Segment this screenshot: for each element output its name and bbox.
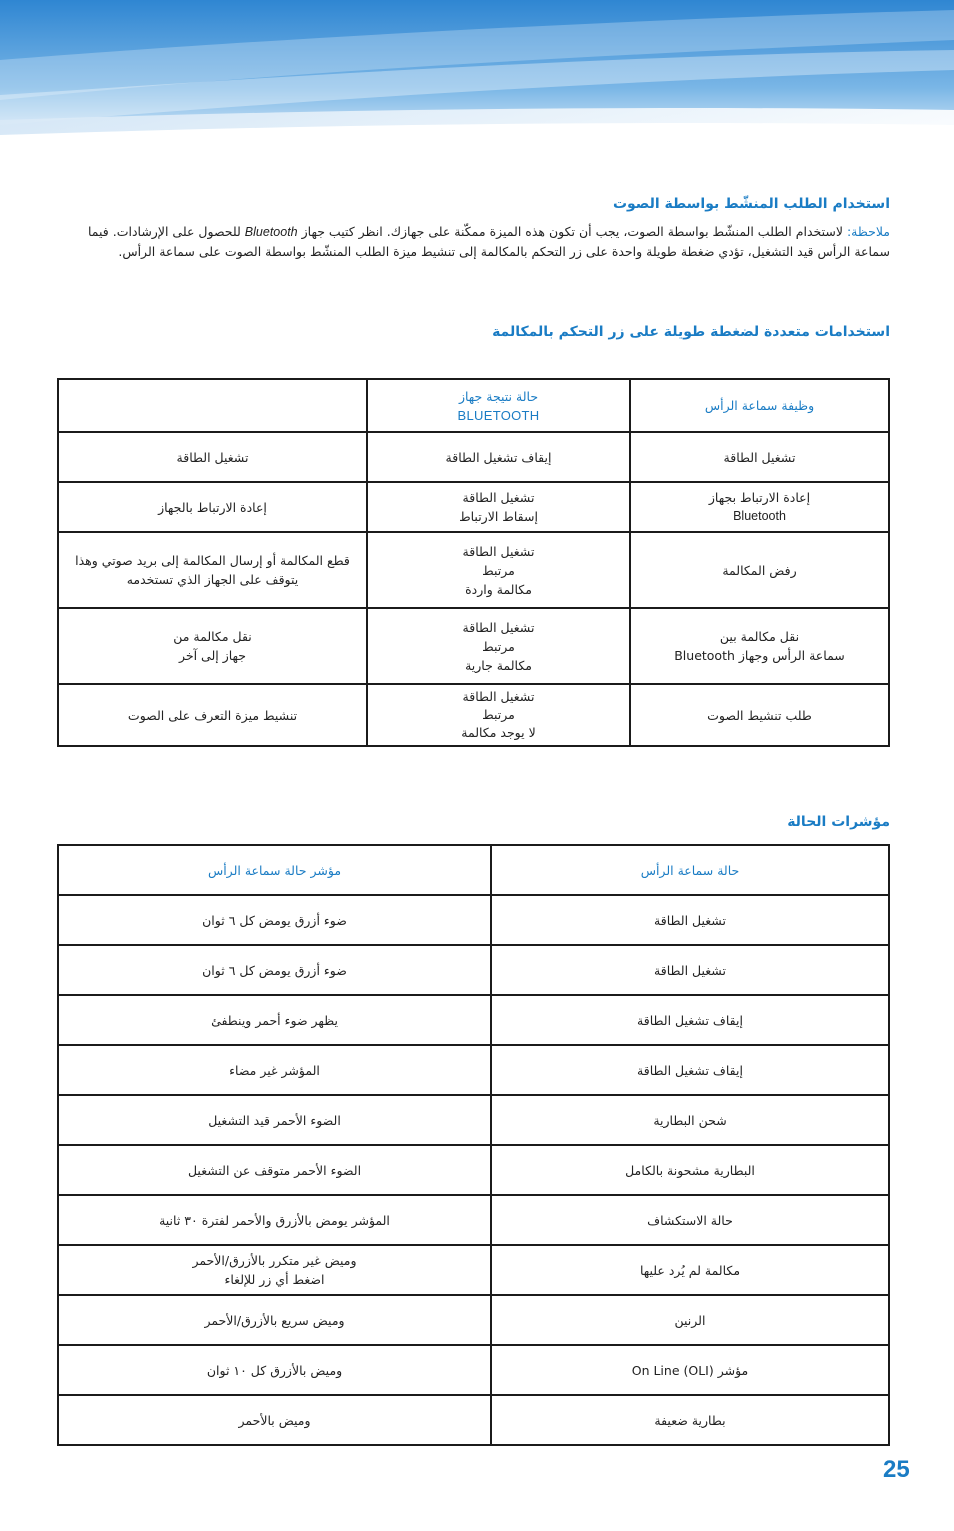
cell-function: تشغيل الطاقة — [630, 432, 889, 482]
cell-result: إعادة الارتباط بالجهاز — [58, 482, 367, 532]
cell-indicator: الضوء الأحمر قيد التشغيل — [58, 1095, 491, 1145]
cell-state: مكالمة لم يُرد عليها — [491, 1245, 889, 1295]
cell-function: نقل مكالمة بين سماعة الرأس وجهاز Bluetooth — [630, 608, 889, 684]
table-row — [58, 1045, 889, 1095]
cell-result: تنشيط ميزة التعرف على الصوت — [58, 684, 367, 746]
cell-state: حالة الاستكشاف — [491, 1195, 889, 1245]
header-headset-state: حالة سماعة الرأس — [491, 845, 889, 895]
cell-state: تشغيل الطاقة إسقاط الارتباط — [367, 482, 630, 532]
voice-dial-title: استخدام الطلب المنشّط بواسطة الصوت — [612, 196, 890, 212]
table-row — [58, 432, 889, 482]
cell-result: قطع المكالمة أو إرسال المكالمة إلى بريد صوتي وهذا يتوقف على الجهاز الذي تستخدمه — [58, 532, 367, 608]
cell-indicator: ضوء أزرق يومض كل ٦ ثوان — [58, 945, 491, 995]
cell-indicator: الضوء الأحمر متوقف عن التشغيل — [58, 1145, 491, 1195]
note-text-part1: لاستخدام الطلب المنشّط بواسطة الصوت، يجب أن تكون هذه الميزة ممكّنة على جهازك. انظر كتيب جهاز — [301, 224, 843, 239]
table-row — [58, 684, 889, 746]
cell-state: إيقاف تشغيل الطاقة — [367, 432, 630, 482]
note-text-part2: للحصول على الإرشادات. فيما سماعة الرأس قيد التشغيل، تؤدي ضغطة طويلة واحدة على زر التحكم بالمكالمة إلى تنشيط ميزة الطلب المنشّط بواسطة الصوت على سماعة الرأس. — [87, 224, 890, 259]
long-press-section — [58, 324, 890, 340]
long-press-title: استخدامات متعددة لضغطة طويلة على زر التحكم بالمكالمة — [492, 324, 890, 340]
page-number: 25 — [883, 1456, 910, 1483]
table-row — [58, 945, 889, 995]
header-banner — [0, 0, 954, 160]
note-bluetooth: Bluetooth — [244, 225, 298, 239]
cell-result: نقل مكالمة من جهاز إلى آخر — [58, 608, 367, 684]
table-row — [58, 1395, 889, 1445]
note-label: ملاحظة: — [846, 224, 890, 239]
status-indicators-title: مؤشرات الحالة — [787, 814, 890, 830]
table-row — [58, 1195, 889, 1245]
table-row — [58, 1345, 889, 1395]
table-row — [58, 532, 889, 608]
header-function: وظيفة سماعة الرأس — [630, 379, 889, 432]
cell-state: تشغيل الطاقة مرتبط مكالمة جارية — [367, 608, 630, 684]
cell-state: تشغيل الطاقة — [491, 945, 889, 995]
cell-state: البطارية مشحونة بالكامل — [491, 1145, 889, 1195]
cell-state: تشغيل الطاقة — [491, 895, 889, 945]
table-row — [58, 1245, 889, 1295]
cell-indicator: ضوء أزرق يومض كل ٦ ثوان — [58, 895, 491, 945]
table-row — [58, 995, 889, 1045]
cell-state: تشغيل الطاقة مرتبط لا يوجد مكالمة — [367, 684, 630, 746]
table-row — [58, 482, 889, 532]
cell-state: بطارية ضعيفة — [491, 1395, 889, 1445]
table-header-row — [58, 845, 889, 895]
table-row — [58, 1095, 889, 1145]
table-header-row — [58, 379, 889, 432]
cell-indicator: المؤشر غير مضاء — [58, 1045, 491, 1095]
header-device-state: حالة نتيجة جهاز BLUETOOTH — [367, 379, 630, 432]
status-indicators-section — [58, 814, 890, 830]
table-row — [58, 1145, 889, 1195]
cell-function: رفض المكالمة — [630, 532, 889, 608]
cell-function: طلب تنشيط الصوت — [630, 684, 889, 746]
cell-indicator: وميض بالأحمر — [58, 1395, 491, 1445]
header-indicator: مؤشر حالة سماعة الرأس — [58, 845, 491, 895]
cell-indicator: المؤشر يومض بالأزرق والأحمر لفترة ٣٠ ثانية — [58, 1195, 491, 1245]
cell-state: الرنين — [491, 1295, 889, 1345]
cell-state: تشغيل الطاقة مرتبط مكالمة واردة — [367, 532, 630, 608]
table-row — [58, 608, 889, 684]
cell-state: مؤشر On Line (OLI) — [491, 1345, 889, 1395]
cell-state: إيقاف تشغيل الطاقة — [491, 995, 889, 1045]
cell-indicator: يظهر ضوء أحمر وينطفئ — [58, 995, 491, 1045]
cell-state: شحن البطارية — [491, 1095, 889, 1145]
cell-result: تشغيل الطاقة — [58, 432, 367, 482]
cell-indicator: وميض سريع بالأزرق/الأحمر — [58, 1295, 491, 1345]
long-press-table — [57, 378, 890, 747]
cell-state: إيقاف تشغيل الطاقة — [491, 1045, 889, 1095]
cell-function: إعادة الارتباط بجهاز Bluetooth — [630, 482, 889, 532]
table-row — [58, 1295, 889, 1345]
cell-indicator: وميض غير متكرر بالأزرق/الأحمر اضغط أي زر للإلغاء — [58, 1245, 491, 1295]
voice-dial-section — [58, 196, 890, 262]
status-table — [57, 844, 890, 1446]
table-row — [58, 895, 889, 945]
cell-indicator: وميض بالأزرق كل ١٠ ثوان — [58, 1345, 491, 1395]
voice-dial-note — [58, 222, 890, 262]
header-result — [58, 379, 367, 432]
